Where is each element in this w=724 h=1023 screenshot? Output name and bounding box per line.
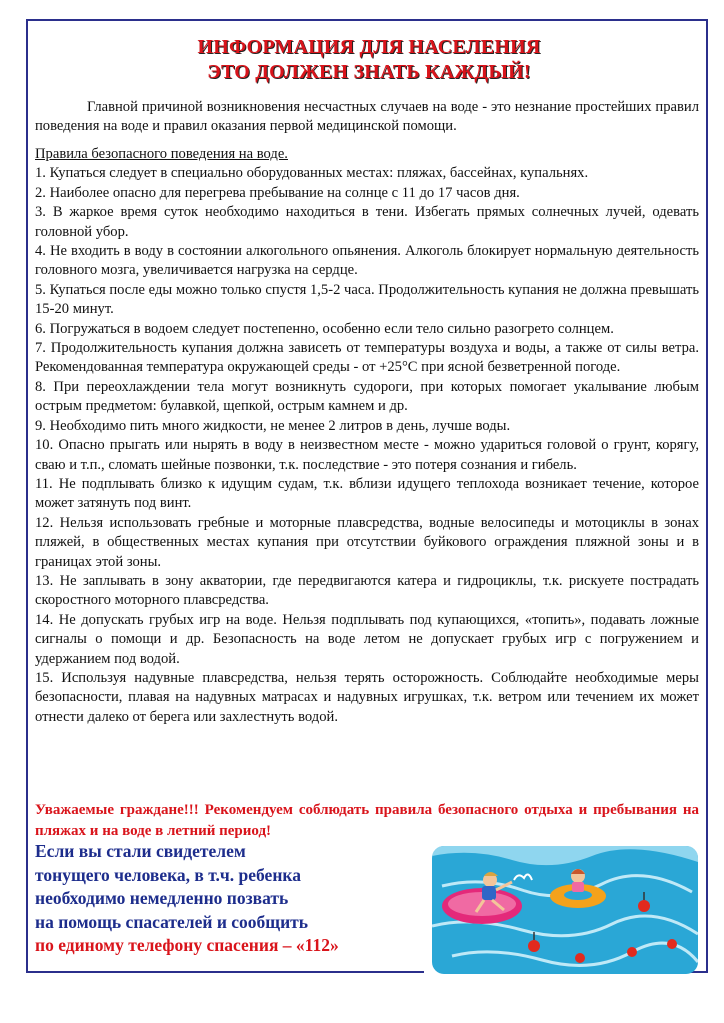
appeal-text: Уважаемые граждане!!! Рекомендуем соблюдать правила безопасного отдыха и пребывания на пляжах и на воде в летний период!: [35, 802, 699, 839]
emergency-line: тонущего человека, в т.ч. ребенка: [35, 864, 301, 885]
rule-item: 11. Не подплывать близко к идущим судам, т.к. вблизи идущего теплохода возникает течение, которое может затянуть под винт.: [35, 475, 699, 512]
rule-item: 13. Не заплывать в зону акватории, где передвигаются катера и гидроциклы, т.к. рискуете пострадать скоростного моторного плавсредства.: [35, 572, 699, 609]
rule-item: 4. Не входить в воду в состоянии алкогольного опьянения. Алкоголь блокирует нормальную деятельность головного мозга, увеличивается нагрузка на сердце.: [35, 243, 699, 279]
rules-heading: Правила безопасного поведения на воде.: [35, 146, 288, 162]
emergency-line: на помощь спасателей и сообщить: [35, 911, 309, 932]
emergency-notice: [35, 840, 435, 958]
rule-item: 2. Наиболее опасно для перегрева пребывание на солнце с 11 до 17 часов дня.: [35, 184, 520, 201]
rule-item: 6. Погружаться в водоем следует постепенно, особенно если тело сильно разогрето солнцем.: [35, 320, 614, 337]
rules-section: [35, 145, 699, 727]
emergency-phone-line: по единому телефону спасения – «112»: [35, 935, 339, 955]
page-subtitle: ЭТО ДОЛЖЕН ЗНАТЬ КАЖДЫЙ!: [207, 61, 531, 83]
rule-item: 10. Опасно прыгать или нырять в воду в неизвестном месте - можно удариться головой о грунт, корягу, сваю и т.п., сломать шейные позвонки, т.к. последствие - это потеря сознания и гибель.: [35, 437, 699, 473]
page-title: ИНФОРМАЦИЯ ДЛЯ НАСЕЛЕНИЯ: [197, 36, 541, 58]
intro-paragraph: Главной причиной возникновения несчастных случаев на воде - это незнание простейших правил поведения на воде и правил оказания первой медицинской помощи.: [35, 99, 699, 135]
rule-item: 8. При переохлаждении тела могут возникнуть судороги, при которых помогает укалывание любым острым предметом: булавкой, щепкой, острым камнем и др.: [35, 378, 699, 415]
rule-item: 14. Не допускать грубых игр на воде. Нельзя подплывать под купающихся, «топить», подавать ложные сигналы о помощи и др. Безопасность на воде летом не допускает грубых игр с погружением и удержанием под водой.: [35, 611, 699, 667]
rule-item: 5. Купаться после еды можно только спустя 1,5-2 часа. Продолжительность купания не должна превышать 15-20 минут.: [35, 281, 699, 318]
rule-item: 1. Купаться следует в специально оборудованных местах: пляжах, бассейнах, купальнях.: [35, 165, 589, 182]
emergency-line: Если вы стали свидетелем: [35, 841, 246, 861]
rule-item: 12. Нельзя использовать гребные и моторные плавсредства, водные велосипеды и мотоциклы в зонах пляжей, в общественных местах купания при отсутствии буйкового ограждения пляжной зоны и в границах этой зоны.: [35, 514, 699, 570]
rule-item: 3. В жаркое время суток необходимо находиться в тени. Избегать прямых солнечных лучей, одевать головной убор.: [35, 204, 699, 240]
children-swimming-illustration: [432, 846, 698, 974]
rule-item: 15. Используя надувные плавсредства, нельзя терять осторожность. Соблюдайте необходимые меры безопасности, плавая на надувных матрасах и надувных игрушках, т.к. ветром или течением их может отнести далеко от берега или захлестнуть водой.: [35, 669, 699, 725]
emergency-line: необходимо немедленно позвать: [35, 888, 289, 908]
rule-item: 7. Продолжительность купания должна зависеть от температуры воздуха и воды, а также от силы ветра. Рекомендованная температура окружающей среды - от +25°С при ясной безветренной погоде.: [35, 340, 699, 376]
rule-item: 9. Необходимо пить много жидкости, не менее 2 литров в день, лучше воды.: [35, 417, 511, 434]
